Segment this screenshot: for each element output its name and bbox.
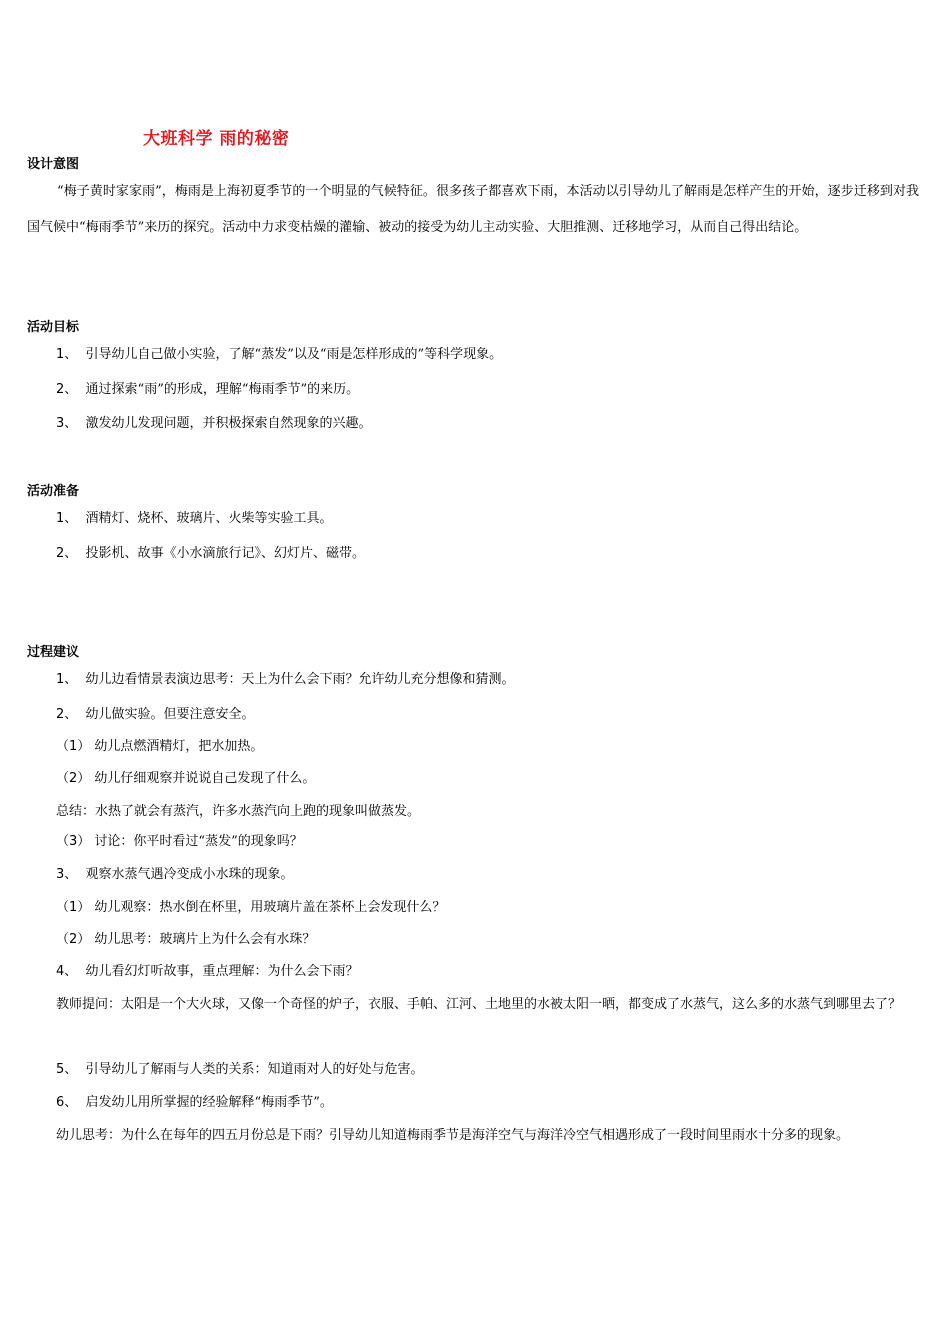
substep-text: 讨论：你平时看过“蒸发”的现象吗？ (94, 834, 303, 849)
substep-number: （1） (56, 739, 91, 754)
step-number: 3、 (56, 867, 78, 882)
process-substep (56, 771, 315, 787)
process-substep (56, 739, 263, 755)
process-step (56, 672, 515, 688)
substep-number: （3） (56, 834, 91, 849)
process-summary: 总结：水热了就会有蒸汽，许多水蒸汽向上跑的现象叫做蒸发。 (56, 804, 421, 819)
goal-number: 2、 (56, 382, 78, 397)
step-text: 启发幼儿用所掌握的经验解释“梅雨季节”。 (85, 1095, 333, 1110)
process-step (56, 707, 255, 723)
process-step (56, 1062, 424, 1078)
process-substep (56, 900, 445, 916)
section-heading-process: 过程建议 (27, 645, 80, 660)
step-text: 幼儿做实验。但要注意安全。 (85, 707, 255, 722)
document-title: 大班科学 雨的秘密 (143, 129, 290, 149)
prep-item (56, 511, 333, 527)
substep-number: （1） (56, 900, 91, 915)
substep-text: 幼儿观察：热水倒在杯里，用玻璃片盖在茶杯上会发现什么？ (94, 900, 446, 915)
goal-text: 激发幼儿发现问题，并积极探索自然现象的兴趣。 (85, 416, 372, 431)
process-step (56, 867, 294, 883)
goal-number: 1、 (56, 347, 78, 362)
process-substep (56, 932, 315, 948)
step-number: 4、 (56, 964, 78, 979)
prep-text: 酒精灯、烧杯、玻璃片、火柴等实验工具。 (85, 511, 333, 526)
prep-item (56, 546, 365, 562)
goal-number: 3、 (56, 416, 78, 431)
substep-number: （2） (56, 771, 91, 786)
process-substep (56, 834, 303, 850)
section-heading-design: 设计意图 (27, 157, 80, 172)
step-text: 引导幼儿了解雨与人类的关系：知道雨对人的好处与危害。 (85, 1062, 424, 1077)
substep-text: 幼儿点燃酒精灯，把水加热。 (94, 739, 264, 754)
step-text: 幼儿边看情景表演边思考：天上为什么会下雨？允许幼儿充分想像和猜测。 (85, 672, 515, 687)
substep-text: 幼儿仔细观察并说说自己发现了什么。 (94, 771, 316, 786)
substep-text: 幼儿思考：玻璃片上为什么会有水珠？ (94, 932, 316, 947)
process-step (56, 964, 359, 980)
goal-text: 通过探索“雨”的形成，理解“梅雨季节”的来历。 (85, 382, 360, 397)
step-text: 幼儿看幻灯听故事，重点理解：为什么会下雨？ (85, 964, 359, 979)
prep-text: 投影机、故事《小水滴旅行记》、幻灯片、磁带。 (85, 546, 366, 561)
teacher-question: 教师提问：太阳是一个大火球，又像一个奇怪的炉子，衣服、手帕、江河、土地里的水被太阳一晒，都变成了水蒸气，这么多的水蒸气到哪里去了？ (56, 997, 902, 1012)
design-paragraph: “梅子黄时家家雨”，梅雨是上海初夏季节的一个明显的气候特征。很多孩子都喜欢下雨，本活动以引导幼儿了解雨是怎样产生的开始，逐步迁移到对我国气候中“梅雨季节”来历的探究。活动中力求变枯燥的灌输、被动的接受为幼儿主动实验、大胆推测、迁移地学习，从而自己得出结论。 (27, 184, 919, 235)
section-heading-goals: 活动目标 (27, 320, 80, 335)
goal-text: 引导幼儿自己做小实验，了解“蒸发”以及“雨是怎样形成的”等科学现象。 (85, 347, 503, 362)
child-question: 幼儿思考：为什么在每年的四五月份总是下雨？引导幼儿知道梅雨季节是海洋空气与海洋冷空气相遇形成了一段时间里雨水十分多的现象。 (56, 1128, 850, 1143)
prep-number: 1、 (56, 511, 78, 526)
step-number: 5、 (56, 1062, 78, 1077)
step-number: 2、 (56, 707, 78, 722)
substep-number: （2） (56, 932, 91, 947)
goal-item (56, 382, 359, 398)
step-text: 观察水蒸气遇冷变成小水珠的现象。 (85, 867, 294, 882)
goal-item (56, 416, 372, 432)
step-number: 6、 (56, 1095, 78, 1110)
goal-item (56, 347, 502, 363)
section-heading-prep: 活动准备 (27, 484, 80, 499)
step-number: 1、 (56, 672, 78, 687)
process-step (56, 1095, 333, 1111)
prep-number: 2、 (56, 546, 78, 561)
